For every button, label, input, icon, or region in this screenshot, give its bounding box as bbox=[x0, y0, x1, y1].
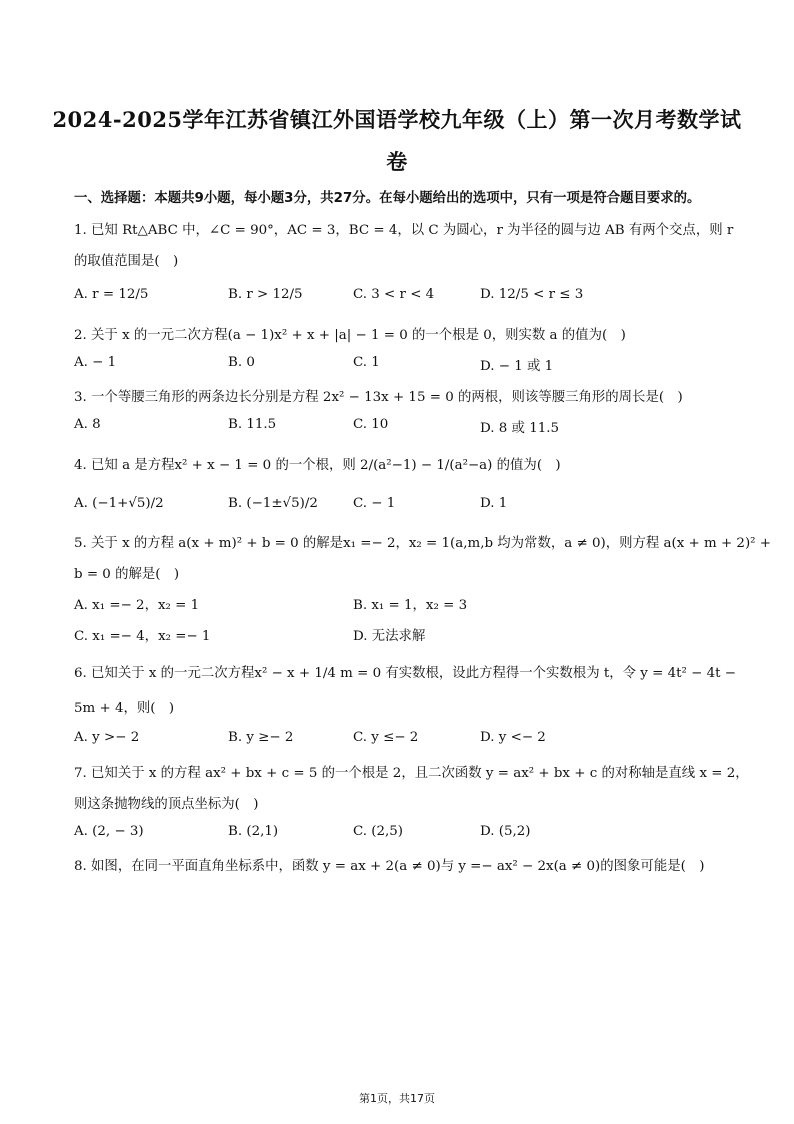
question-2-option-b: B. 0 bbox=[228, 355, 255, 370]
question-3-option-c: C. 10 bbox=[353, 417, 389, 432]
question-1-option-a: A. r = 12/5 bbox=[74, 287, 149, 302]
exam-title-line1: 2024-2025学年江苏省镇江外国语学校九年级（上）第一次月考数学试 bbox=[52, 107, 742, 132]
question-4-line-1: 4. 已知 a 是方程x² + x − 1 = 0 的一个根，则 2/(a²−1) − 1/(a²−a) 的值为( ) bbox=[74, 458, 561, 473]
question-5-option-c: C. x₁ =− 4，x₂ =− 1 bbox=[74, 629, 211, 644]
question-5-line-1: 5. 关于 x 的方程 a(x + m)² + b = 0 的解是x₁ =− 2，x₂ = 1(a,m,b 均为常数，a ≠ 0)，则方程 a(x + m + 2)² + bbox=[74, 536, 772, 551]
question-3-option-d: D. 8 或 11.5 bbox=[480, 421, 560, 436]
question-3-option-b: B. 11.5 bbox=[228, 417, 277, 432]
section-heading: 一、选择题：本题共9小题，每小题3分，共27分。在每小题给出的选项中，只有一项是符合题目要求的。 bbox=[74, 191, 701, 206]
question-2-option-a: A. − 1 bbox=[74, 355, 117, 370]
question-7-option-d: D. (5,2) bbox=[480, 824, 531, 839]
question-7-line-1: 7. 已知关于 x 的方程 ax² + bx + c = 5 的一个根是 2，且二次函数 y = ax² + bx + c 的对称轴是直线 x = 2， bbox=[74, 766, 749, 781]
question-4-option-d: D. 1 bbox=[480, 496, 508, 511]
question-5-line-2: b = 0 的解是( ) bbox=[74, 567, 180, 582]
question-1-option-c: C. 3 < r < 4 bbox=[353, 287, 435, 302]
question-6-line-1: 6. 已知关于 x 的一元二次方程x² − x + 1/4 m = 0 有实数根，设此方程得一个实数根为 t，令 y = 4t² − 4t − bbox=[74, 666, 736, 681]
page-footer: 第1页，共17页 bbox=[359, 1092, 435, 1105]
question-2-option-d: D. − 1 或 1 bbox=[480, 359, 554, 374]
question-6-option-b: B. y ≥− 2 bbox=[228, 730, 294, 745]
question-7-option-a: A. (2, − 3) bbox=[74, 824, 144, 839]
question-6-option-d: D. y <− 2 bbox=[480, 730, 546, 745]
question-1-line-2: 的取值范围是( ) bbox=[74, 254, 179, 269]
question-5-option-b: B. x₁ = 1，x₂ = 3 bbox=[353, 598, 468, 613]
question-7-line-2: 则这条抛物线的顶点坐标为( ) bbox=[74, 797, 259, 812]
question-1-option-b: B. r > 12/5 bbox=[228, 287, 303, 302]
question-3-line-1: 3. 一个等腰三角形的两条边长分别是方程 2x² − 13x + 15 = 0 的两根，则该等腰三角形的周长是( ) bbox=[74, 390, 683, 405]
question-3-option-a: A. 8 bbox=[74, 417, 101, 432]
question-7-option-b: B. (2,1) bbox=[228, 824, 279, 839]
question-5-option-d: D. 无法求解 bbox=[353, 629, 426, 644]
question-7-option-c: C. (2,5) bbox=[353, 824, 404, 839]
question-4-option-c: C. − 1 bbox=[353, 496, 396, 511]
question-5-option-a: A. x₁ =− 2，x₂ = 1 bbox=[74, 598, 200, 613]
question-4-option-a: A. (−1+√5)/2 bbox=[74, 496, 164, 511]
question-2-line-1: 2. 关于 x 的一元二次方程(a − 1)x² + x + |a| − 1 = 0 的一个根是 0，则实数 a 的值为( ) bbox=[74, 328, 626, 343]
question-8-line-1: 8. 如图，在同一平面直角坐标系中，函数 y = ax + 2(a ≠ 0)与 y =− ax² − 2x(a ≠ 0)的图象可能是( ) bbox=[74, 859, 705, 874]
question-4-option-b: B. (−1±√5)/2 bbox=[228, 496, 318, 511]
question-6-option-a: A. y >− 2 bbox=[74, 730, 140, 745]
question-1-line-1: 1. 已知 Rt△ABC 中，∠C = 90°，AC = 3，BC = 4，以 C 为圆心，r 为半径的圆与边 AB 有两个交点，则 r bbox=[74, 223, 734, 238]
exam-title-line2: 卷 bbox=[386, 149, 408, 174]
question-1-option-d: D. 12/5 < r ≤ 3 bbox=[480, 287, 584, 302]
question-6-line-2: 5m + 4，则( ) bbox=[74, 701, 175, 716]
question-2-option-c: C. 1 bbox=[353, 355, 380, 370]
question-6-option-c: C. y ≤− 2 bbox=[353, 730, 419, 745]
